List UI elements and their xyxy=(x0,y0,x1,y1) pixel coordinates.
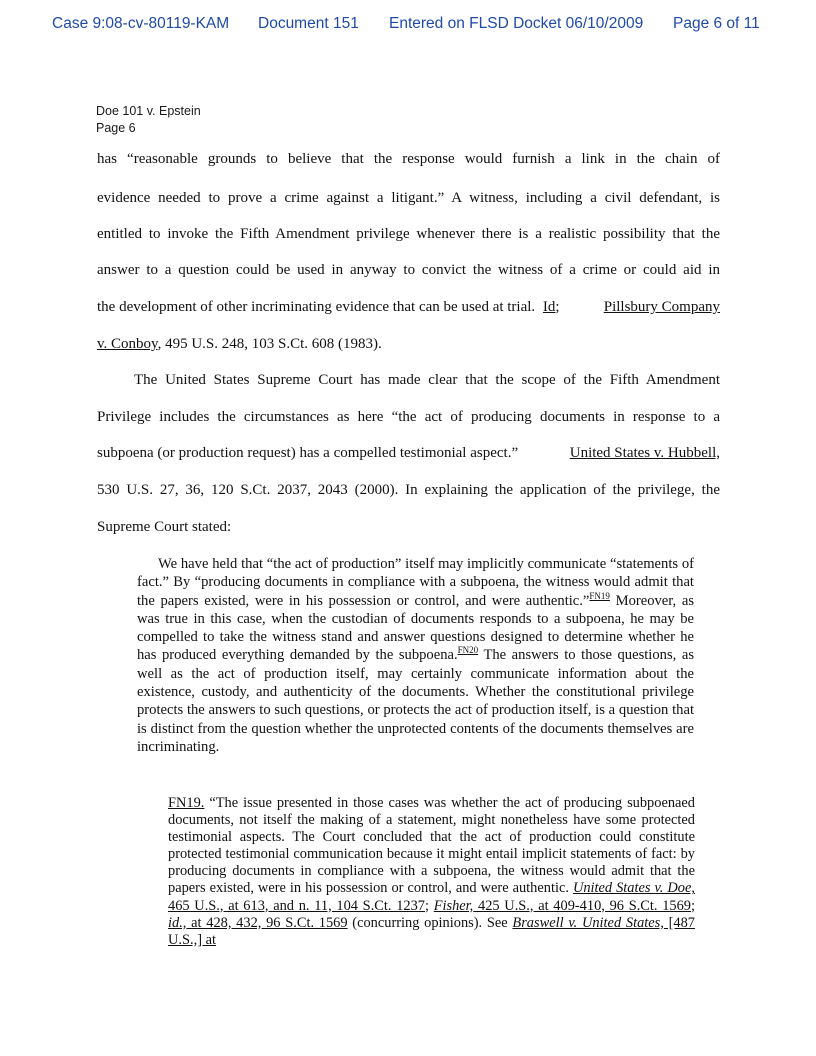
paragraph-text: the development of other incriminating evidence that can be used at trial. xyxy=(97,299,536,315)
page-label: Page 6 xyxy=(96,121,136,135)
citation-reporter: 465 U.S., at 613, and n. 11, 104 S.Ct. 1237 xyxy=(168,897,425,914)
citation-reporter: [487 U.S.,] at xyxy=(168,914,695,948)
citation-case-name: Fisher, xyxy=(433,897,474,914)
paragraph-line: The United States Supreme Court has made clear that the scope of the Fifth Amendment xyxy=(134,372,720,388)
paragraph-line: Privilege includes the circumstances as here “the act of producing documents in response to a xyxy=(97,409,720,425)
footnote-label[interactable]: FN19. xyxy=(168,795,205,811)
case-caption: Doe 101 v. Epstein xyxy=(96,104,201,118)
footnote-fn19 xyxy=(168,795,695,949)
citation-case-name: Braswell v. United States, xyxy=(512,914,664,931)
paragraph-line xyxy=(97,444,720,462)
citation-case-name: id., xyxy=(168,914,187,931)
paragraph-line: answer to a question could be used in anyway to convict the witness of a crime or could aid in xyxy=(97,262,720,278)
paragraph-text: subpoena (or production request) has a compelled testimonial aspect.” xyxy=(97,445,519,461)
citation-id: Id xyxy=(542,299,556,315)
paragraph-line xyxy=(97,335,720,353)
quote-text: The answers to those questions, as well as the act of production itself, may certainly communicate information about the existence, custody, and authenticity of the documents. Whether the constitutional privilege protects the answers to such questions, or protects the act of production itself, is a question that is distinct from the question whether the unprotected contents of the documents themselves are incriminating. xyxy=(137,647,694,755)
quote-text: We have held that “the act of production” itself may implicitly communicate “statements of fact.” By “producing documents in compliance with a subpoena, the witness would admit that the papers existed, were in his possession or control, and were authentic.” xyxy=(137,556,694,609)
paragraph-line: evidence needed to prove a crime against a litigant.” A witness, including a civil defendant, is xyxy=(97,190,720,206)
paragraph-line: entitled to invoke the Fifth Amendment privilege whenever there is a realistic possibility that the xyxy=(97,226,720,242)
footnote-text: “The issue presented in those cases was whether the act of producing subpoenaed documents, not itself the making of a statement, might nonetheless have some protected testimonial aspects. The Court concluded that the act of production could constitute protected testimonial communication because it might entail implicit statements of fact: by producing documents in compliance with a subpoena, the witness would admit that the papers existed, were in his possession or control, and were authentic. xyxy=(168,795,695,897)
paragraph-line: 530 U.S. 27, 36, 120 S.Ct. 2037, 2043 (2000). In explaining the application of the privilege, the xyxy=(97,482,720,498)
citation-separator: ; xyxy=(690,897,695,914)
citation-case-name: United States v. Doe, xyxy=(572,880,695,897)
paragraph-line: Supreme Court stated: xyxy=(97,519,232,535)
citation-case-name: v. Conboy xyxy=(97,336,158,352)
citation-case-name: United States v. Hubbell, xyxy=(569,445,720,461)
footnote-text: (concurring opinions). See xyxy=(347,914,513,931)
footnote-ref-fn20[interactable]: FN20 xyxy=(457,645,479,656)
citation-separator: ; xyxy=(555,299,560,315)
citation-link[interactable] xyxy=(168,915,348,931)
citation-reporter: at 428, 432, 96 S.Ct. 1569 xyxy=(186,914,348,931)
citation-reporter: , 495 U.S. 248, 103 S.Ct. 608 (1983). xyxy=(157,336,382,352)
paragraph-line: has “reasonable grounds to believe that the response would furnish a link in the chain of xyxy=(97,151,720,167)
citation-case-name: Pillsbury Company xyxy=(603,299,720,315)
paragraph-line xyxy=(97,298,720,316)
citation-link[interactable] xyxy=(434,898,691,914)
block-quote xyxy=(137,555,694,756)
footnote-ref-fn19[interactable]: FN19 xyxy=(589,590,610,601)
stamp-entered-date: Entered on FLSD Docket 06/10/2009 xyxy=(389,15,644,32)
citation-reporter: 425 U.S., at 409-410, 96 S.Ct. 1569 xyxy=(473,897,691,914)
stamp-page-number: Page 6 of 11 xyxy=(673,15,760,32)
quote-text: Moreover, as was true in this case, when the custodian of documents responds to a subpoena, he may be compelled to take the witness stand and answer questions designed to determine whether he has produced everything demanded by the subpoena. xyxy=(137,592,695,664)
stamp-document-number: Document 151 xyxy=(258,15,359,32)
citation-separator: ; xyxy=(424,897,434,914)
stamp-case-number: Case 9:08-cv-80119-KAM xyxy=(52,15,230,32)
